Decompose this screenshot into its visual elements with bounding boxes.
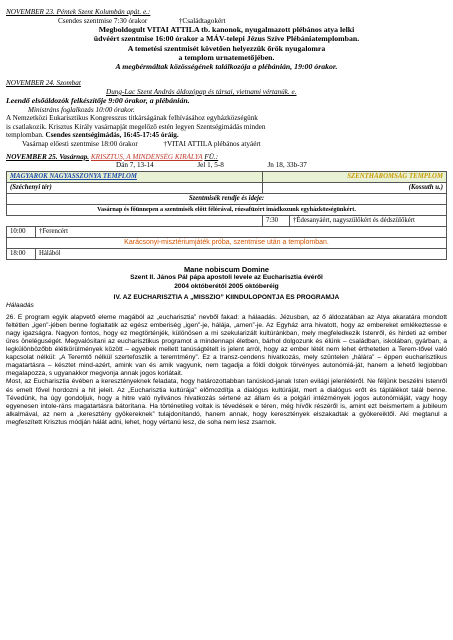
announcement-line: Leendő elsőáldozók felkészítője 9:00 órakor, a plébánián. — [6, 96, 190, 106]
announcement-line: A megbérmáltak közösségének találkozója a plébánián, 19:00 órakor. — [115, 62, 338, 71]
article-paragraph: 26. E program egyik alapvető eleme magából az „eucharisztia” nevből fakad: a hálaadás. Jézusban, az ő áldozatában az Atya akaratára mondott feltétlen „igen”-jében benne foglaltatik az egész emberiség „igen”-je, hálája, „amen”-je. Az Egyház arra hivatott, hogy az embereket emlékeztesse e nagy igazságra. Nagyon fontos, hogy ez megtörténjék, különösen a mi szekularizált kultúránkban, mely megfeledkezik Istenről, és hirdeti az ember üres öneléguségét. Megvalósítani az eucharisztikus programot a mindennapi életben, bárhol dolgozunk és élünk – családban, iskolában, gyárban, a legkülönbözőbb élétkörülmények között – egyebek mellett tanúságtételt is jelent arról, hogy az ember létét nem lehet érthetetlen a Terem-tővel való kapcsolat nélkül: „A Teremtő nélkül szertefoszlik a teremtmény”. Ez a transz-cendens hivatkozás, mely szüntelen „hálára” – éppen eucharisztikus magatartásra – késztet mind-azért, amink van és amik vagyunk, nem tagadja a földi dolgok törvényes autonómiá-ját, hanem a lehető legjobban megalapozza, s ugyanakkor megvonja annak jogos korlátait. — [6, 313, 447, 378]
rehearsal-note: Karácsonyi-misztériumjáték próba, szentmise után a templomban. — [7, 237, 447, 248]
section-heading: IV. AZ EUCHARISZTIA A „MISSZIÓ” KIINDULÓPONTJA ÉS PROGRAMJA — [113, 293, 340, 301]
church-right-address: (Kossuth u.) — [263, 182, 447, 193]
mass-time-cell: 10:00 — [7, 226, 36, 237]
mass-row — [6, 17, 447, 26]
announcement-line: a templom urnatemetőjében. — [178, 52, 275, 62]
adoration-time: Csendes szentségimádás, 16:45-17:45 óráig. — [45, 131, 179, 140]
church-right-name: SZENTHÁROMSÁG TEMPLOM — [263, 171, 447, 182]
article-title: Mane nobiscum Domine — [183, 265, 269, 274]
mass-intention: †VITAI ATTILA plébános atyáért — [163, 139, 261, 148]
date-heading-nov24: NOVEMBER 24. Szombat — [6, 79, 81, 88]
announcement-line: üdvéért szentmise 16:00 órakor a MÁV-telepi Jézus Szíve Plébániatemplomban. — [93, 34, 360, 44]
paragraph-text: templomban. — [6, 131, 44, 140]
mass-time: Csendes szentmise 7:30 órakor — [58, 16, 148, 25]
date-heading-nov23: NOVEMBER 23. Péntek Szent Kolumbán apát. e.: — [6, 8, 151, 16]
saint-of-day: Dung-Lac Szent András áldozópap és társai, vietnami vértanúk. e. — [106, 87, 297, 96]
feast-rank: FÜ.: — [204, 152, 219, 161]
mass-time: Vasárnap előesti szentmise 18:00 órakor — [22, 139, 138, 148]
mass-intention-cell: †Édesanyáért, nagyszülőkért és dédszülőkért — [290, 215, 447, 226]
announcement-line: Ministráns foglalkozás 10:00 órakor. — [28, 105, 135, 114]
article-dates: 2004 októberétől 2005 októberéig — [174, 282, 279, 290]
reading-1: Dán 7, 13-14 — [116, 161, 154, 170]
mass-time-cell: 7:30 — [263, 215, 290, 226]
mass-schedule-table — [6, 171, 447, 260]
announcement-line: Megboldogult VITAI ATTILA tb. kanonok, nyugalmazott plébános atya lelki — [98, 25, 355, 35]
schedule-heading: Szentmisék rendje és ideje: — [7, 193, 447, 204]
church-left-name: MAGYAROK NAGYASSZONYA TEMPLOM — [7, 171, 263, 182]
date-heading-nov25 — [6, 153, 447, 162]
article-paragraph: Most, az Eucharisztia évében a keresztényeknek feladata, hogy határozottabban tanúskod-janak Isten evilági jelenlétéről. Ne féljünk beszélni Istenről és emelt fővel hordozni a hit jeleit. Az „Eucharisztia kultúrája” előmozdítja a dialógus kultúráját, mert a dialógus erőt és táplálékot talál benne. Tévedünk, ha úgy gondoljuk, hogy a hitre való nyilvános hivatkozás sértené az állam és a polgári intézmények jogos autonómiáját, vagy hogy egyenesen intole-ráns magatartásra bátorítana. Ha történetileg voltak is tévedések e téren, még hívők részéről is, amint ezt beismertem a jubileum alkalmával, az nem a „keresztény gyökereknek” tulajdonítandó, hanem annak, hogy keresztények elszakadtak a gyökereiktől. Aki megtanul a megfeszített Krisztus módján hálát adni, lehet, hogy vértanú lesz, de soha nem lesz zsarnok. — [6, 378, 447, 426]
mass-time-cell: 18:00 — [7, 248, 36, 259]
date-label: NOVEMBER 25. Vasárnap. — [6, 152, 90, 161]
feast-name: KRISZTUS, A MINDENSÉG KIRÁLYA — [90, 152, 203, 161]
readings — [6, 161, 447, 170]
article-subtitle: Szent II. János Pál pápa apostoli levele az Eucharisztia évéről — [130, 274, 323, 282]
paragraph-line: A Nemzetközi Eukarisztikus Kongresszus titkárságának felhívásához egyházközségünk — [6, 114, 258, 123]
mass-intention: †Családtagokért — [178, 16, 226, 25]
reading-3: Jn 18, 33b-37 — [267, 161, 307, 170]
article — [6, 266, 447, 427]
subsection-heading: Hálaadás — [6, 302, 34, 310]
church-left-address: (Széchenyi tér) — [7, 182, 263, 193]
announcement-line: A temetési szentmisét követően helyezzük őrök nyugalomra — [127, 43, 326, 53]
mass-intention-cell: †Ferencért — [36, 226, 447, 237]
reading-2: Jel 1, 5-8 — [197, 161, 224, 170]
paragraph-line — [6, 131, 447, 140]
rosary-note: Vasárnap és főünnepen a szentmisék előtt félórával, rózsafüzért imádkozunk egyházközségünkért. — [7, 204, 447, 215]
paragraph-line: is csatlakozik. Krisztus Király vasárnapját megelőző estén legyen Szentségimádás minden — [6, 122, 266, 131]
mass-intention-cell: Hálából — [36, 248, 447, 259]
mass-row — [6, 140, 447, 149]
